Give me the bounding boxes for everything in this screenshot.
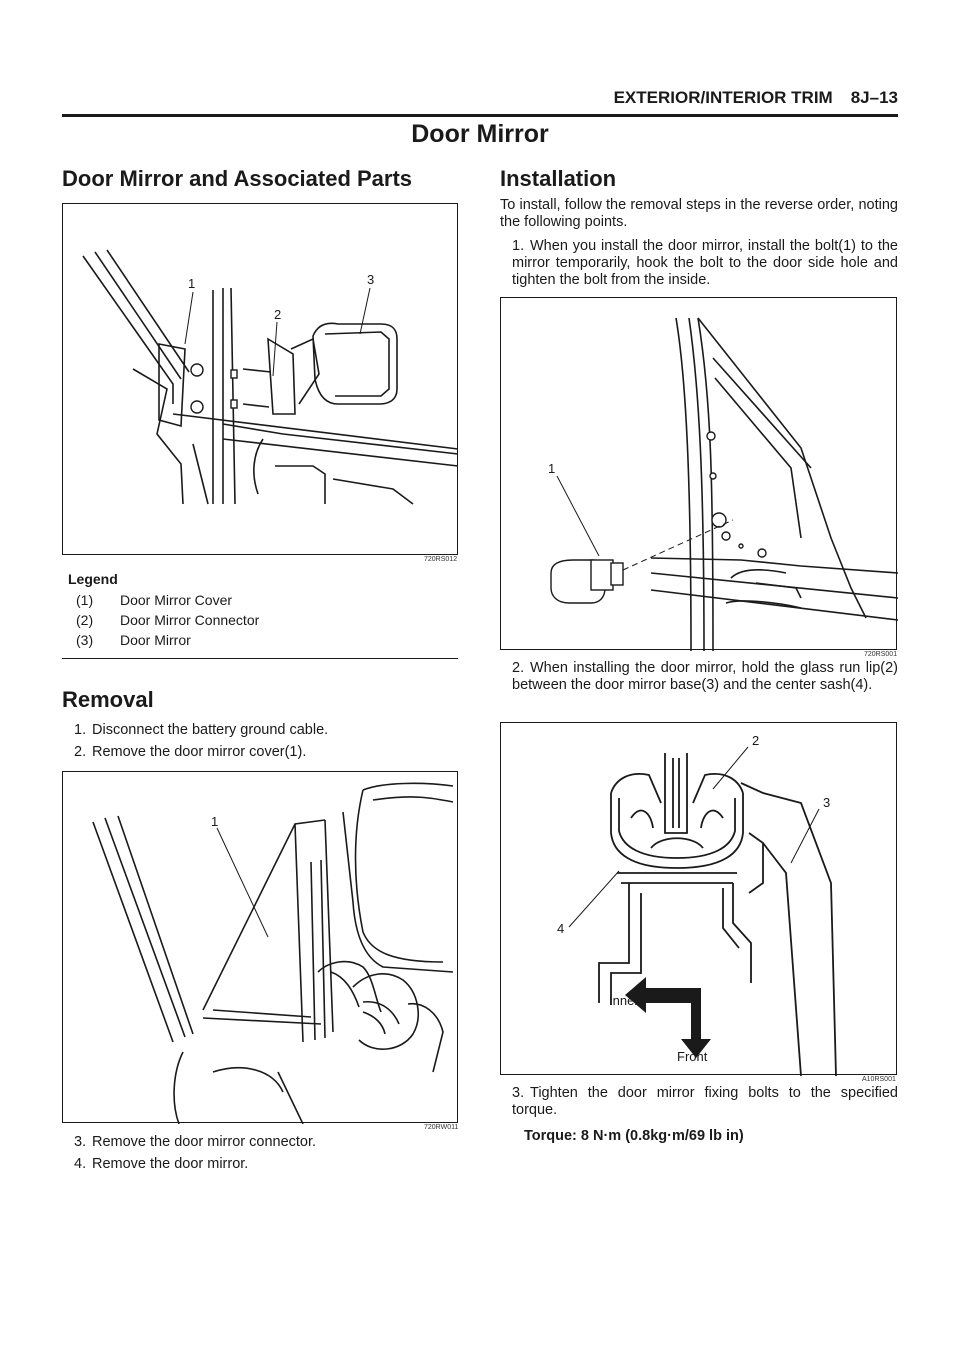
figure-glass-run-lip <box>500 722 897 1075</box>
page-title: Door Mirror <box>411 120 549 148</box>
step-number: 3. <box>74 1134 87 1150</box>
legend-item <box>76 612 259 628</box>
installation-intro: To install, follow the removal steps in the reverse order, noting the following points. <box>500 197 898 230</box>
figure-code: A10RS001 <box>862 1076 896 1083</box>
glass-run-lip-drawing <box>501 723 898 1076</box>
legend-label: Door Mirror Connector <box>120 612 260 628</box>
step-number: 3. <box>512 1085 525 1101</box>
legend-num: (3) <box>76 632 94 648</box>
legend-label: Door Mirror Cover <box>120 592 233 608</box>
removal-step <box>74 744 458 761</box>
legend-item <box>76 632 191 648</box>
callout-2: 2 <box>752 733 760 748</box>
legend-title: Legend <box>68 571 118 587</box>
remove-cover-drawing <box>63 772 459 1124</box>
step-text: When installing the door mirror, hold the glass run lip(2) between the door mirror base(3) and the center sash(4). <box>512 660 898 693</box>
install-bolt-drawing <box>501 298 898 651</box>
torque-spec: Torque: 8 N·m (0.8kg·m/69 lb in) <box>524 1128 744 1144</box>
step-number: 2. <box>74 744 87 760</box>
legend-rule <box>62 658 458 659</box>
step-text: Remove the door mirror. <box>92 1156 249 1172</box>
removal-step <box>74 722 458 739</box>
removal-step <box>74 1134 458 1151</box>
figure-code: 720RW011 <box>424 1124 459 1131</box>
section-title: EXTERIOR/INTERIOR TRIM <box>613 88 833 107</box>
step-number: 1. <box>74 722 87 738</box>
page-header <box>62 88 898 114</box>
step-text: Disconnect the battery ground cable. <box>92 722 329 738</box>
legend-item <box>76 592 232 608</box>
figure-remove-cover <box>62 771 458 1123</box>
mirror-parts-drawing <box>63 204 459 556</box>
legend-num: (2) <box>76 612 94 628</box>
step-text: Remove the door mirror connector. <box>92 1134 317 1150</box>
legend-num: (1) <box>76 592 94 608</box>
installation-step <box>512 238 898 289</box>
callout-2: 2 <box>274 307 282 322</box>
callout-1: 1 <box>211 814 219 829</box>
step-text: Tighten the door mirror fixing bolts to the specified torque. <box>512 1085 898 1118</box>
section-heading-installation: Installation <box>500 166 617 191</box>
legend-label: Door Mirror <box>120 632 191 648</box>
figure-code: 720RS012 <box>424 556 458 563</box>
step-number: 2. <box>512 660 525 676</box>
installation-step <box>512 660 898 694</box>
callout-3: 3 <box>367 272 375 287</box>
step-text: When you install the door mirror, install the bolt(1) to the mirror temporarily, hook the bolt to the door side hole and tighten the bolt from the inside. <box>512 238 898 288</box>
section-heading-parts: Door Mirror and Associated Parts <box>62 166 413 191</box>
callout-1: 1 <box>188 276 196 291</box>
figure-mirror-parts <box>62 203 458 555</box>
header-rule <box>62 114 898 117</box>
callout-1: 1 <box>548 461 556 476</box>
inner-label: Inner <box>609 993 639 1008</box>
figure-install-bolt <box>500 297 897 650</box>
figure-code: 720RS001 <box>864 651 898 658</box>
callout-4: 4 <box>557 921 565 936</box>
removal-step <box>74 1156 458 1173</box>
step-text: Remove the door mirror cover(1). <box>92 744 307 760</box>
step-number: 1. <box>512 238 525 254</box>
installation-step <box>512 1085 898 1119</box>
step-number: 4. <box>74 1156 87 1172</box>
callout-3: 3 <box>823 795 831 810</box>
front-label: Front <box>677 1049 708 1064</box>
page-number: 8J–13 <box>850 88 898 107</box>
section-heading-removal: Removal <box>62 687 154 712</box>
